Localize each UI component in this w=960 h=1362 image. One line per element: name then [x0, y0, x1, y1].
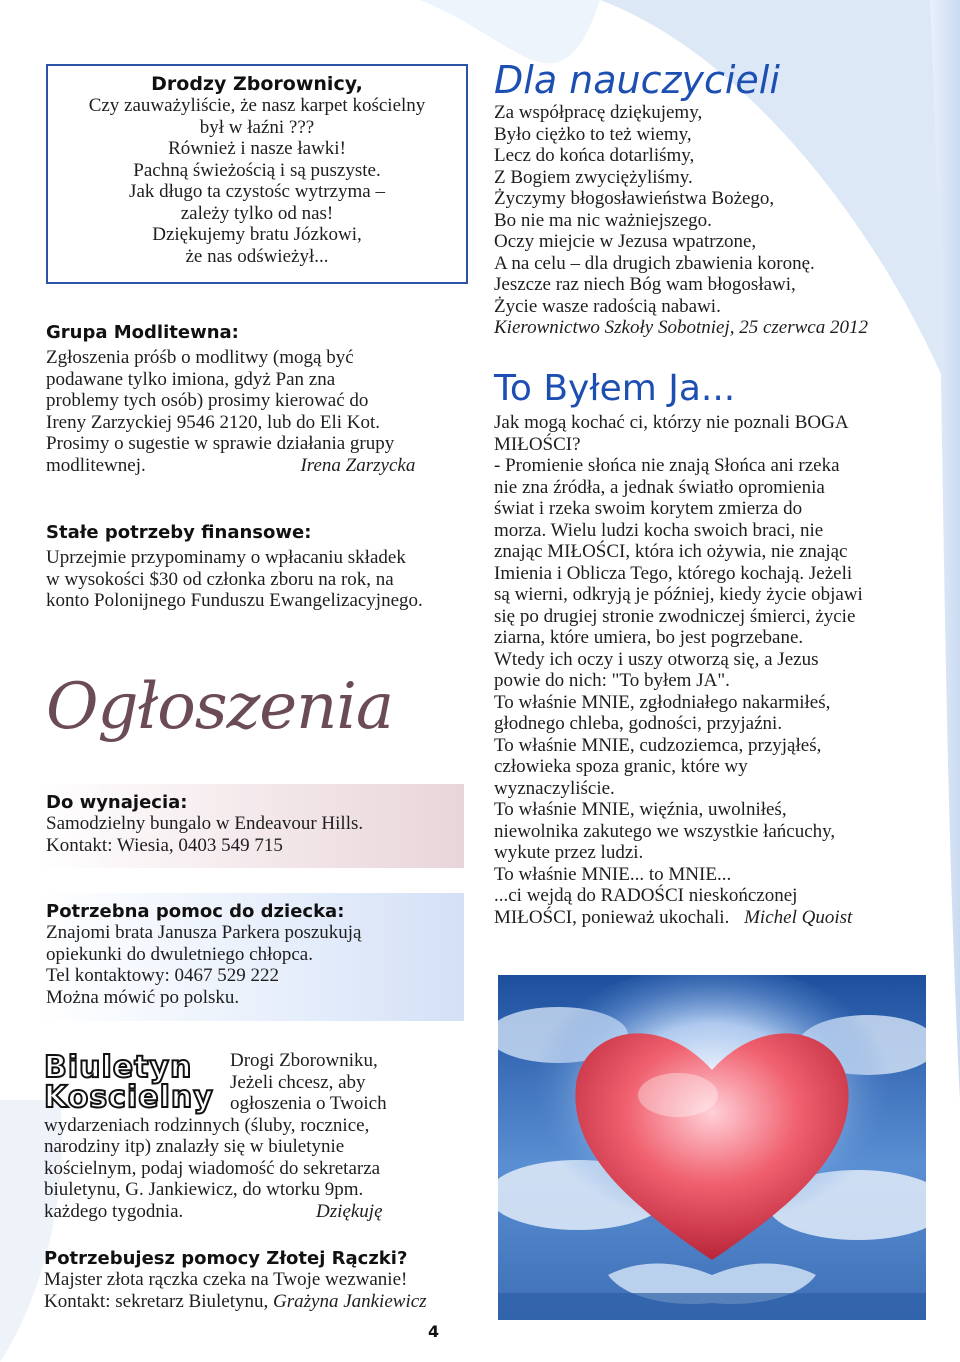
finance-section — [46, 522, 464, 612]
tobylem-text — [494, 412, 919, 928]
tobylem-line: To właśnie MNIE, cudzoziemca, przyjąłeś, — [494, 734, 822, 756]
tobylem-line: niewolnika zakutego we wszystkie łańcuchy, — [494, 820, 836, 842]
finance-heading: Stałe potrzeby finansowe: — [46, 522, 312, 543]
teachers-line: Oczy miejcie w Jezusa wpatrzone, — [494, 231, 757, 252]
bulletin-line: kościelnym, podaj wiadomość do sekretarza — [44, 1157, 381, 1179]
prayer-group-section — [46, 322, 464, 476]
finance-line: w wysokości $30 od członka zboru na rok, na — [46, 568, 394, 590]
bulletin-line: narodziny itp) znalazły się w biuletynie — [44, 1136, 345, 1157]
heart-highlight — [638, 1073, 718, 1117]
prayer-line: problemy tych osób) prosimy kierować do — [46, 390, 369, 411]
greeting-line: był w łaźni ??? — [199, 116, 315, 138]
handyman-line: Majster złota rączka czeka na Twoje wezwanie! — [44, 1269, 408, 1290]
greeting-text — [48, 95, 466, 267]
finance-text — [46, 547, 464, 612]
finance-line: konto Polonijnego Funduszu Ewangelizacyjnego. — [46, 590, 423, 611]
tobylem-line: głodnego chleba, godności, przyjaźni. — [494, 713, 783, 734]
greeting-line: że nas odświeżył... — [185, 245, 329, 267]
bulletin-line: ogłoszenia o Twoich — [230, 1093, 387, 1114]
teachers-title: Dla nauczycieli — [494, 58, 780, 102]
greeting-line: Również i nasze ławki! — [168, 138, 346, 159]
tobylem-line: się po drugiej stronie zwodniczej śmierci, życie — [494, 605, 856, 627]
tobylem-line: morza. Wielu ludzi kocha swoich braci, nie — [494, 519, 824, 541]
greeting-line: Pachną świeżością i są puszyste. — [133, 159, 381, 181]
tobylem-line: są wierni, odkryją je później, kiedy życie objawi — [494, 584, 863, 605]
prayer-line: Ireny Zarzyckiej 9546 2120, lub do Eli Kot. — [46, 411, 381, 433]
prayer-line-last — [46, 455, 464, 477]
greeting-title: Drodzy Zborownicy, — [151, 73, 363, 95]
rent-heading: Do wynajecia: — [46, 792, 188, 813]
tobylem-line: znając MIŁOŚCI, która ich ożywia, nie znając — [494, 541, 848, 562]
handyman-contact — [44, 1291, 474, 1313]
tobylem-line: wyznaczyliście. — [494, 777, 615, 799]
childcare-line: Można mówić po polsku. — [46, 986, 240, 1008]
finance-line: Uprzejmie przypominamy o wpłacaniu składek — [46, 547, 406, 568]
bulletin-thanks: Dziękuję — [316, 1200, 383, 1222]
tobylem-line: wykute przez ludzi. — [494, 842, 644, 863]
tobylem-author: Michel Quoist — [744, 906, 853, 928]
teachers-line: Bo nie ma nic ważniejszego. — [494, 209, 712, 231]
teachers-line: Za współpracę dziękujemy, — [494, 102, 703, 123]
tobylem-line: To właśnie MNIE... to MNIE... — [494, 863, 732, 885]
tobylem-line: To właśnie MNIE, zgłodniałego nakarmiłeś, — [494, 691, 831, 713]
bulletin-line-last — [44, 1201, 464, 1223]
teachers-poem — [494, 102, 914, 339]
rent-line: Samodzielny bungalo w Endeavour Hills. — [46, 813, 364, 834]
greeting-line: zależy tylko od nas! — [180, 202, 334, 224]
tobylem-line: człowieka spoza granic, które wy — [494, 756, 748, 777]
page-number: 4 — [428, 1322, 440, 1341]
prayer-line: modlitewnej. — [46, 454, 146, 476]
prayer-line: Zgłoszenia próśb o modlitwy (mogą być — [46, 347, 354, 368]
tobylem-line: ...ci wejdą do RADOŚCI nieskończonej — [494, 885, 798, 906]
bulletin-line: każdego tygodnia. — [44, 1200, 184, 1222]
tobylem-line: - Promienie słońca nie znają Słońca ani rzeka — [494, 455, 840, 476]
tobylem-line: MIŁOŚCI? — [494, 433, 581, 455]
tobylem-line: powie do nich: "To byłem JA". — [494, 670, 730, 691]
tobylem-line: Jak mogą kochać ci, którzy nie poznali BOGA — [494, 412, 849, 433]
rent-ad-box — [38, 784, 464, 868]
greeting-box — [46, 64, 468, 284]
teachers-line: Było ciężko to też wiemy, — [494, 123, 692, 145]
teachers-signature: Kierownictwo Szkoły Sobotniej, 25 czerwca 2012 — [494, 317, 868, 338]
teachers-line: Jeszcze raz niech Bóg wam błogosławi, — [494, 274, 796, 295]
greeting-line: Dziękujemy bratu Józkowi, — [152, 224, 362, 245]
water-reflection — [498, 1293, 926, 1320]
bulletin-line: biuletynu, G. Jankiewicz, do wtorku 9pm. — [44, 1179, 364, 1200]
tobylem-line: świat i rzeka swoim korytem zmierza do — [494, 498, 803, 519]
childcare-line: Tel kontaktowy: 0467 529 222 — [46, 965, 279, 986]
rent-line: Kontakt: Wiesia, 0403 549 715 — [46, 834, 283, 856]
childcare-line: opiekunki do dwuletniego chłopca. — [46, 943, 313, 965]
tobylem-title: To Byłem Ja... — [494, 368, 736, 409]
tobylem-line: To właśnie MNIE, więźnia, uwolniłeś, — [494, 799, 787, 820]
handyman-contact-prefix: Kontakt: sekretarz Biuletynu, — [44, 1290, 269, 1312]
tobylem-line: Wtedy ich oczy i uszy otworzą się, a Jezus — [494, 648, 819, 670]
handyman-heading: Potrzebujesz pomocy Złotej Rączki? — [44, 1248, 408, 1269]
tobylem-line: MIŁOŚCI, ponieważ ukochali. — [494, 906, 730, 928]
greeting-line: Jak długo ta czystośc wytrzyma – — [129, 181, 385, 202]
prayer-signature: Irena Zarzycka — [300, 454, 416, 476]
prayer-line: Prosimy o sugestie w sprawie działania grupy — [46, 433, 395, 454]
tobylem-line-last — [494, 907, 919, 929]
greeting-line: Czy zauważyliście, że nasz karpet kościelny — [88, 95, 426, 116]
bulletin-notice — [44, 1050, 464, 1222]
tobylem-line: Imienia i Oblicza Tego, którego kochają. Jeżeli — [494, 562, 853, 584]
tobylem-line: nie zna źródła, a jednak światło opromienia — [494, 476, 825, 498]
childcare-ad-box — [38, 893, 464, 1021]
childcare-line: Znajomi brata Janusza Parkera poszukują — [46, 922, 362, 943]
bulletin-line: Jeżeli chcesz, aby — [230, 1071, 366, 1093]
bulletin-logo-line: Biuletyn — [44, 1050, 193, 1085]
teachers-line: A na celu – dla drugich zbawienia koronę. — [494, 252, 815, 274]
bulletin-line: Drogi Zborowniku, — [230, 1050, 378, 1071]
announcements-title: Ogłoszenia — [46, 670, 393, 744]
teachers-line: Życie wasze radością nabawi. — [494, 295, 721, 317]
teachers-line: Z Bogiem zwyciężyliśmy. — [494, 166, 693, 188]
prayer-heading: Grupa Modlitewna: — [46, 322, 239, 343]
bulletin-line: wydarzeniach rodzinnych (śluby, rocznice, — [44, 1114, 370, 1136]
prayer-text — [46, 347, 464, 476]
teachers-line: Lecz do końca dotarliśmy, — [494, 145, 695, 166]
handyman-contact-name: Grażyna Jankiewicz — [273, 1290, 427, 1312]
childcare-heading: Potrzebna pomoc do dziecka: — [46, 901, 345, 922]
prayer-line: podawane tylko imiona, gdyż Pan zna — [46, 368, 336, 390]
heart-in-hands-image — [498, 975, 926, 1320]
handyman-section — [44, 1248, 474, 1312]
bulletin-logo-line: Koscielny — [44, 1080, 214, 1115]
teachers-line: Życzymy błogosławieństwa Bożego, — [494, 188, 775, 209]
tobylem-line: ziarna, które umiera, bo jest pogrzebane. — [494, 627, 804, 648]
